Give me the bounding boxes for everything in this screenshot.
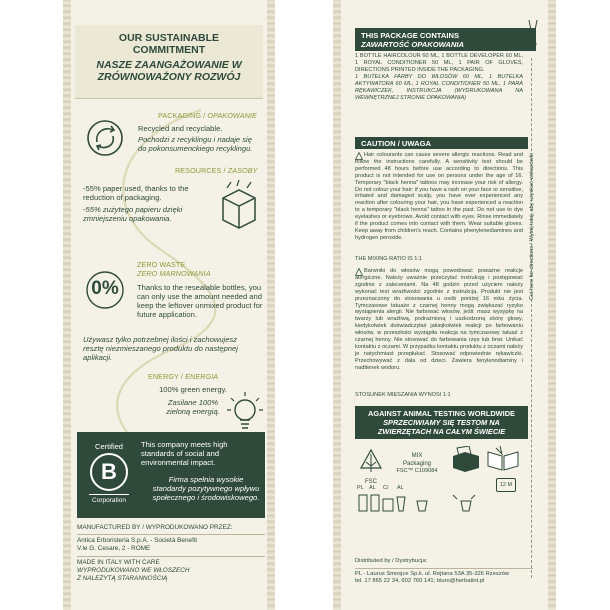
packaging-title: PACKAGING / OPAKOWANIE: [158, 111, 257, 120]
left-box-edge-right: [267, 0, 275, 610]
zero-waste-text-en: Thanks to the resealable bottles, you can only use the amount needed and keep the leftover unmixed product for future application.: [137, 283, 263, 319]
caution-text-pl: Barwniki do włosów mogą powodować poważne reakcje alergiczne. Należy uważnie przeczytać instrukcję i postępować zgodnie z zaleceniami. Na 48 godzin przed użyciem należy wykonać test wrażliwości zgodnie z instrukcją. Produkt nie jest przeznaczony do stosowania u osób poniżej 16 roku życia. Tymczasowe tatuaże z czarnej henny mogą zwiększać ryzyko wystąpienia alergii. Nie farbować włosów, jeśli: masz wysypkę na twarzy lub wrażliwą, podrażnioną i uszkodzoną skórę głowy, kiedykolwiek doświadczyłaś jakiejkolwiek reakcji po farbowaniu włosów, w przeszłości wystąpiła reakcja na tymczasowy tatuaż z czarnej henny. Nie stosować do farbowania rzęs lub brwi. Unikać kontaktu z oczami. W przypadku kontaktu produktu z oczami należy je natychmiast przepłukać. Stosować odpowiednie rękawiczki. Przechowywać z dala od dzieci. Zawiera fenylenodiaminy i nadtlenek wodoru.: [355, 268, 523, 371]
recycle-items-icon: [357, 493, 507, 515]
resources-text-en: -55% paper used, thanks to the reduction of packaging.: [83, 184, 189, 202]
bcorp-circle: [90, 453, 128, 491]
recycle-code-2: C/: [383, 485, 389, 491]
contents-text-pl: 1 BUTELKA FARBY DO WŁOSÓW 60 ML, 1 BUTELKA AKTYWATORA 60 ML, 1 ROYAL CONDITIONER 50 ML, 1 PARA RĘKAWICZEK, INSTRUKCJA (WYDRUKOWANA NA WEWNĘTRZNEJ STRONIE OPAKOWANIA): [355, 74, 523, 101]
mixing-ratio-en: THE MIXING RATIO IS 1:1: [355, 256, 423, 262]
fsc-packaging: Packaging: [402, 460, 432, 467]
bcorp-badge: [85, 440, 133, 510]
open-box-instructions-icon: [451, 446, 481, 472]
zero-waste-text-pl: Używasz tylko potrzebnej ilości i zachowujesz resztę niezmieszanego produktu do następnej aplikacji.: [83, 335, 238, 362]
energy-text-en: 100% green energy.: [159, 385, 227, 394]
animal-testing-bar: [355, 406, 528, 439]
fsc-tree-icon: [357, 448, 385, 474]
bcorp-section: [77, 432, 265, 518]
bcorp-text-pl: Firma spełnia wysokie standardy pozytywnego wpływu społecznego i środowiskowego.: [152, 475, 260, 502]
manufacturer-block: [77, 524, 265, 583]
manufacturer-line1: MANUFACTURED BY / WYPRODUKOWANO PRZEZ:: [77, 524, 233, 531]
animal-testing-pl: SPRZECIWIAMY SIĘ TESTOM NA ZWIERZĘTACH NA CAŁYM ŚWIECIE: [377, 418, 506, 436]
contents-title-en: THIS PACKAGE CONTAINS: [361, 31, 460, 40]
recycle-code-1: AL: [369, 485, 376, 491]
left-box-panel: [71, 0, 267, 610]
zero-waste-title: ZERO WASTE ZERO MARNOWANIA: [137, 260, 211, 278]
distributor-line2: PL - Laurus Smosjce Sp.k. ul. Rejtana 53A 35-326 Rzeszów: [355, 570, 510, 577]
distributor-block: [355, 558, 533, 586]
fsc-label: [387, 453, 447, 476]
pao-label: 12 M: [499, 482, 513, 488]
packaging-text-pl: Pochodzi z recyklingu i nadaje się do pokonsumenckiego recyklingu.: [138, 135, 253, 153]
recycle-code-3: AL: [397, 485, 404, 491]
resources-title: RESOURCES / ZASOBY: [175, 166, 258, 175]
manufacturer-line4: MADE IN ITALY WITH CARE: [77, 558, 160, 566]
open-book-icon: [486, 446, 520, 472]
mixing-ratio-pl: STOSUNEK MIESZANIA WYNOSI 1:1: [355, 392, 451, 398]
contents-title-bar: [355, 28, 536, 51]
manufacturer-line3: V.le G. Cesare, 2 - ROME: [77, 545, 151, 553]
contents-title-pl: ZAWARTOŚĆ OPAKOWANIA: [361, 40, 464, 49]
recycle-icon: [83, 116, 127, 160]
packaging-text-en: Recycled and recyclable.: [138, 124, 223, 133]
distributor-line3: tel. 17 865 22 34, 602 760 141; biuro@herbatint.pl: [355, 578, 485, 584]
animal-testing-en: AGAINST ANIMAL TESTING WORLDWIDE: [368, 409, 515, 418]
header-pl: NASZE ZAANGAŻOWANIE W ZRÓWNOWAŻONY ROZWÓJ: [96, 59, 242, 83]
box-icon: [217, 180, 261, 232]
energy-text-pl: Zasilane 100% zieloną energią.: [166, 398, 220, 416]
recycle-codes-row: [357, 485, 507, 515]
right-box-panel: [341, 0, 548, 610]
manufacturer-line2: Antica Erboristeria S.p.A. - Società Benefit: [77, 537, 198, 545]
energy-title: ENERGY / ENERGIA: [148, 372, 219, 381]
cut-line: [531, 58, 532, 578]
bcorp-certified-label: Certified: [95, 442, 123, 451]
commitment-header: [75, 25, 263, 99]
bcorp-text-en: This company meets high standards of social and environmental impact.: [141, 440, 228, 467]
left-box-edge: [63, 0, 71, 610]
cut-here-text: Cut here for directions / Wytnij tutaj, aby uzyskać wskazówki: [529, 153, 535, 300]
zero-percent-label: 0%: [91, 278, 119, 299]
caution-title-bar: [355, 137, 528, 149]
bcorp-corporation-label: Corporation: [92, 497, 126, 504]
distributor-line1: Distributed by / Dystrybucja:: [355, 558, 428, 564]
fsc-mix: MIX: [411, 453, 423, 459]
manufacturer-line6: Z NALEŻYTĄ STARANNOŚCIĄ: [77, 575, 168, 583]
contents-text-en: 1 BOTTLE HAIRCOLOUR 60 ML, 1 BOTTLE DEVELOPER 60 ML, 1 ROYAL CONDITIONER 50 ML, 1 PAIR OF GLOVES, DIRECTIONS PRINTED INSIDE THE PACKAGING.: [355, 53, 523, 73]
resources-text-pl: -55% zużytego papieru dzięki zmniejszeniu opakowania.: [83, 205, 183, 223]
scissors-icon: [526, 14, 540, 54]
caution-title: CAUTION / UWAGA: [361, 139, 432, 148]
bcorp-letter: B: [101, 459, 117, 484]
zero-percent-icon: [83, 268, 127, 312]
recycle-code-0: PL: [357, 485, 364, 491]
fsc-code: FSC™ C109084: [396, 468, 438, 474]
fsc-mark: FSC: [365, 479, 377, 485]
manufacturer-line5: WYPRODUKOWANO WE WŁOSZECH: [77, 566, 190, 574]
right-box-edge-right: [548, 0, 556, 610]
header-en: OUR SUSTAINABLE COMMITMENT: [118, 32, 220, 56]
fsc-logo: [357, 448, 385, 485]
right-box-edge: [333, 0, 341, 610]
caution-text-en: Hair colourants can cause severe allergic reactions. Read and follow the instructions carefully. A sensitivity test should be performed 48 hours before use according to directions. This product is not intended for use on persons under the age of 16. Temporary "black henna" tattoos may increase your risk of allergy. Do not colour your hair: if you have a rash on your face or sensitive, irritated and damaged scalp, you have ever experienced any reaction after colouring your hair, you have experienced a reaction to a temporary "black henna" tattoo in the past. Do not use to dye eyelashes or eyebrows. Avoid contact with eyes. Rinse immediately if the product comes into contact with them. Wear suitable gloves. Keep away from children's reach. Contains phenylenediamines and hydrogen peroxide.: [355, 152, 523, 241]
